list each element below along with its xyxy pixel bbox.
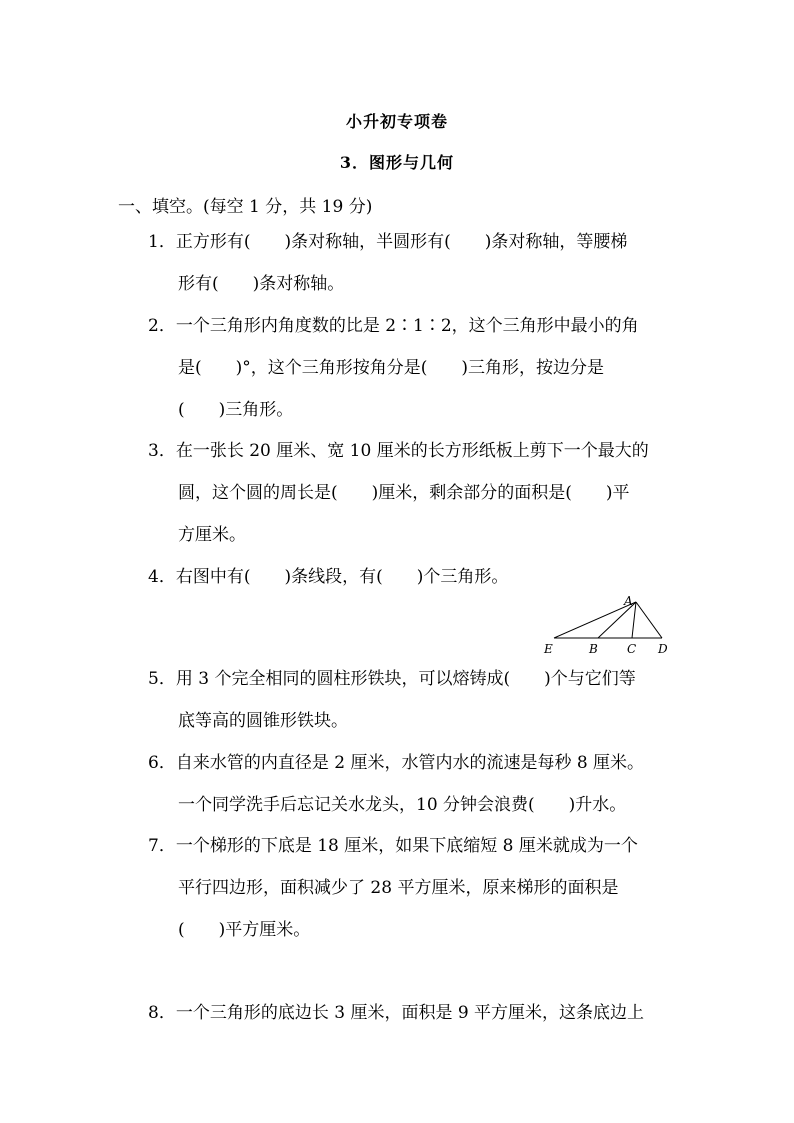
question-7-line-2: 平行四边形，面积减少了 28 平方厘米，原来梯形的面积是 — [178, 878, 619, 898]
question-3-line-1: 3．在一张长 20 厘米、宽 10 厘米的长方形纸板上剪下一个最大的 — [148, 441, 649, 461]
question-7-line-3: ( )平方厘米。 — [178, 920, 311, 940]
question-6-line-1: 6．自来水管的内直径是 2 厘米，水管内水的流速是每秒 8 厘米。 — [148, 753, 645, 773]
question-3-line-3: 方厘米。 — [178, 525, 246, 545]
label-d: D — [658, 642, 668, 656]
label-a: A — [624, 594, 633, 608]
question-2-line-1: 2．一个三角形内角度数的比是 2∶1∶2，这个三角形中最小的角 — [148, 316, 639, 336]
label-b: B — [589, 642, 598, 656]
question-3-line-2: 圆，这个圆的周长是( )厘米，剩余部分的面积是( )平 — [178, 483, 630, 503]
question-2-line-2: 是( )°，这个三角形按角分是( )三角形，按边分是 — [178, 358, 605, 378]
question-4-line-1: 4．右图中有( )条线段，有( )个三角形。 — [148, 567, 509, 587]
question-6-line-2: 一个同学洗手后忘记关水龙头，10 分钟会浪费( )升水。 — [178, 795, 627, 815]
question-2-line-3: ( )三角形。 — [178, 400, 294, 420]
section-heading: 一、填空。(每空 1 分，共 19 分) — [118, 197, 373, 217]
question-7-line-1: 7．一个梯形的下底是 18 厘米，如果下底缩短 8 厘米就成为一个 — [148, 836, 638, 856]
question-5-line-2: 底等高的圆锥形铁块。 — [178, 711, 348, 731]
page-subtitle: 3．图形与几何 — [339, 153, 455, 172]
question-5-line-1: 5．用 3 个完全相同的圆柱形铁块，可以熔铸成( )个与它们等 — [148, 669, 636, 689]
question-1-line-1: 1．正方形有( )条对称轴，半圆形有( )条对称轴，等腰梯 — [148, 232, 628, 252]
page-title: 小升初专项卷 — [345, 112, 448, 131]
triangle-figure — [540, 590, 680, 660]
label-e: E — [544, 642, 553, 656]
label-c: C — [627, 642, 637, 656]
question-8-line-1: 8．一个三角形的底边长 3 厘米，面积是 9 平方厘米，这条底边上 — [148, 1003, 645, 1023]
question-1-line-2: 形有( )条对称轴。 — [178, 274, 345, 294]
segment-ad — [636, 602, 662, 638]
